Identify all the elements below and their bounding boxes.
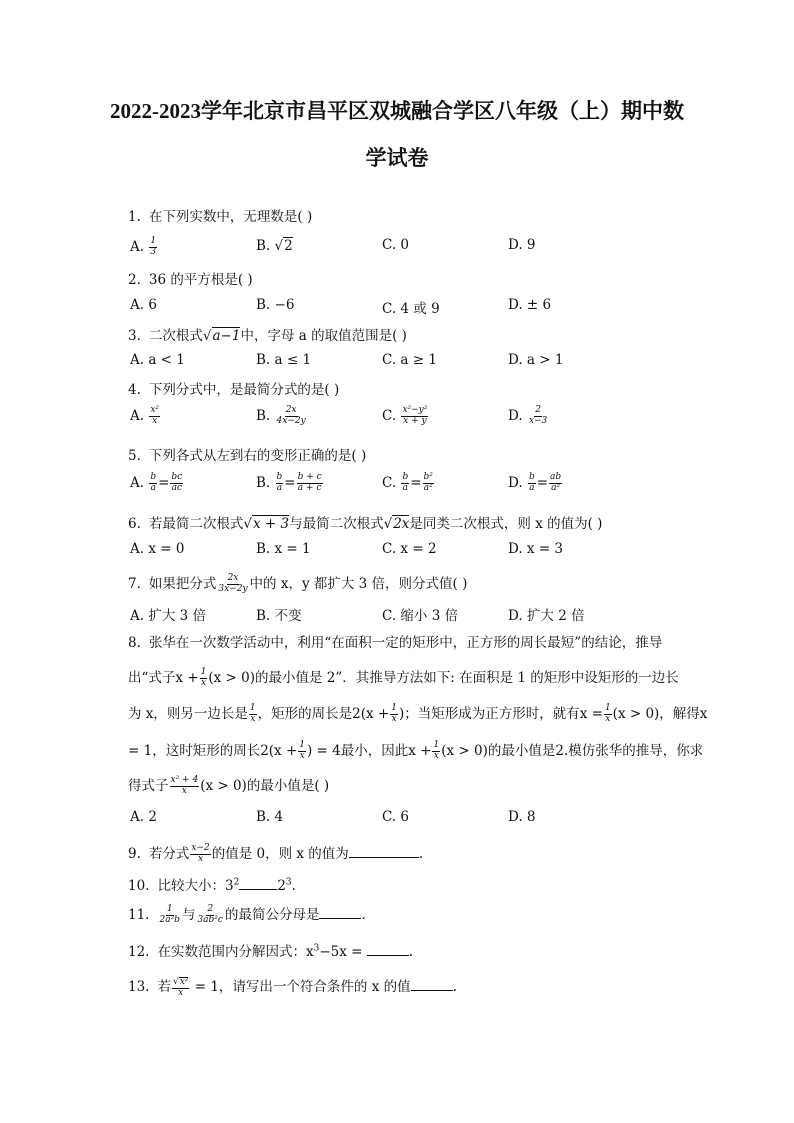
answer-blank[interactable] [349, 844, 419, 859]
option-d: D. ± 6 [508, 297, 552, 313]
option-b: B. −6 [256, 297, 295, 313]
question-number: 1. [128, 209, 141, 225]
question-10: 10. 比较大小：$3^2$ $2^3$. [128, 877, 296, 894]
question-5: 5. 下列各式从左到右的变形正确的是( ) [128, 448, 367, 464]
option-c: C. $\frac{b}{a}$ = $\frac{\text{b²}}{\text{a²}}$ [382, 472, 433, 493]
answer-blank[interactable] [319, 905, 361, 920]
question-8-line5: 得式子 $\frac{\text{x² + 4}}{x}$ (x > 0)的最小值是( ) [128, 775, 330, 796]
page-title-line1: 2022-2023学年北京市昌平区双城融合学区八年级（上）期中数 [110, 99, 684, 123]
question-8-line2: 出“式子x + $\frac{1}{x}$ (x > 0)的最小值是 2”．其推导方法如下: 在面积是 1 的矩形中设矩形的一边长 [128, 667, 679, 688]
option-a: A. $\frac{\text{x²}}{x}$ [130, 405, 160, 426]
option-b: B. 4 [256, 809, 284, 825]
option-b: B. 不变 [256, 608, 302, 624]
option-d: D. 8 [508, 809, 536, 825]
question-8-line4: = 1，这时矩形的周长2(x + $\frac{1}{x}$ ) = 4最小，因此x + $\frac{1}{x}$ (x > 0)的最小值是2.模仿张华的推导，你求 [128, 740, 704, 761]
option-c: C. 0 [382, 237, 410, 253]
option-b: B. x = 1 [256, 541, 311, 557]
option-d: D. a > 1 [508, 352, 564, 368]
option-d: D. 9 [508, 237, 536, 253]
option-b: B. $\frac{b}{a}$ = $\frac{b + c}{a + c}$ [256, 472, 322, 493]
option-c: C. a ≥ 1 [382, 352, 437, 368]
option-d: D. x = 3 [508, 541, 564, 557]
option-a: A. $\frac{1}{3}$ [130, 236, 157, 257]
question-9: 9. 若分式 $\frac{x-2}{x}$ 的值是 0，则 x 的值为 . [128, 843, 424, 864]
question-6: 6. 若最简二次根式√x + 3与最简二次根式√2x是同类二次根式，则 x 的值为( ) [128, 516, 603, 532]
question-1 [128, 205, 312, 225]
option-c: C. $\frac{\text{x²−y²}}{x + y}$ [382, 405, 428, 426]
option-a: A. 2 [130, 809, 157, 825]
question-3: 3. 二次根式√a−1中，字母 a 的取值范围是( ) [128, 328, 407, 344]
option-a: A. $\frac{b}{a}$ = $\frac{bc}{ac}$ [130, 472, 183, 493]
option-c: C. 6 [382, 809, 410, 825]
question-2: 2. 36 的平方根是( ) [128, 272, 253, 288]
option-d: D. $\frac{b}{a}$ = $\frac{ab}{\text{a²}}$ [508, 472, 562, 493]
page-title-line2: 学试卷 [365, 146, 429, 170]
option-b: B. a ≤ 1 [256, 352, 312, 368]
question-stem: 在下列实数中，无理数是( ) [148, 209, 313, 225]
question-12: 12. 在实数范围内分解因式：$x^3-5x$ = . [128, 943, 414, 960]
option-a: A. a < 1 [130, 352, 185, 368]
question-4: 4. 下列分式中，是最简分式的是( ) [128, 382, 340, 398]
question-8-line3: 为 x，则另一边长是 $\frac{1}{x}$ ，矩形的周长是2(x + $\frac{1}{x}$ )；当矩形成为正方形时，就有x = $\frac{1}{x}$ (x > 0)，解得x [128, 703, 708, 724]
question-7: 7. 如果把分式 $\frac{2x}{3x-2y}$ 中的 x，y 都扩大 3 倍，则分式值( ) [128, 573, 468, 594]
option-c: C. 缩小 3 倍 [382, 608, 459, 624]
option-a: A. 6 [130, 297, 157, 313]
option-c: C. x = 2 [382, 541, 437, 557]
answer-blank[interactable] [367, 942, 409, 957]
answer-blank[interactable] [239, 876, 277, 891]
option-d: D. 扩大 2 倍 [508, 608, 585, 624]
option-a: A. x = 0 [130, 541, 185, 557]
option-b: B. √2 [256, 238, 293, 254]
question-13: 13. 若 $\frac{\text{√x²}}{x}$ = 1，请写出一个符合条件的 x 的值 . [128, 976, 457, 998]
option-a: A. 扩大 3 倍 [130, 608, 207, 624]
fraction: $\frac{1}{3}$ [150, 236, 157, 257]
option-c: C. 4 或 9 [382, 301, 440, 317]
answer-blank[interactable] [411, 977, 453, 992]
question-11: 11. $\frac{1}{\text{2a²b}}$ 与 $\frac{2}{\text{3ab²c}}$ 的最简公分母是 . [128, 904, 366, 925]
option-d: D. $\frac{2}{x-3}$ [508, 405, 548, 426]
question-8-line1: 8. 张华在一次数学活动中，利用“在面积一定的矩形中，正方形的周长最短”的结论，推导 [128, 635, 663, 651]
option-b: B. $\frac{2x}{4x-2y}$ [256, 405, 306, 426]
